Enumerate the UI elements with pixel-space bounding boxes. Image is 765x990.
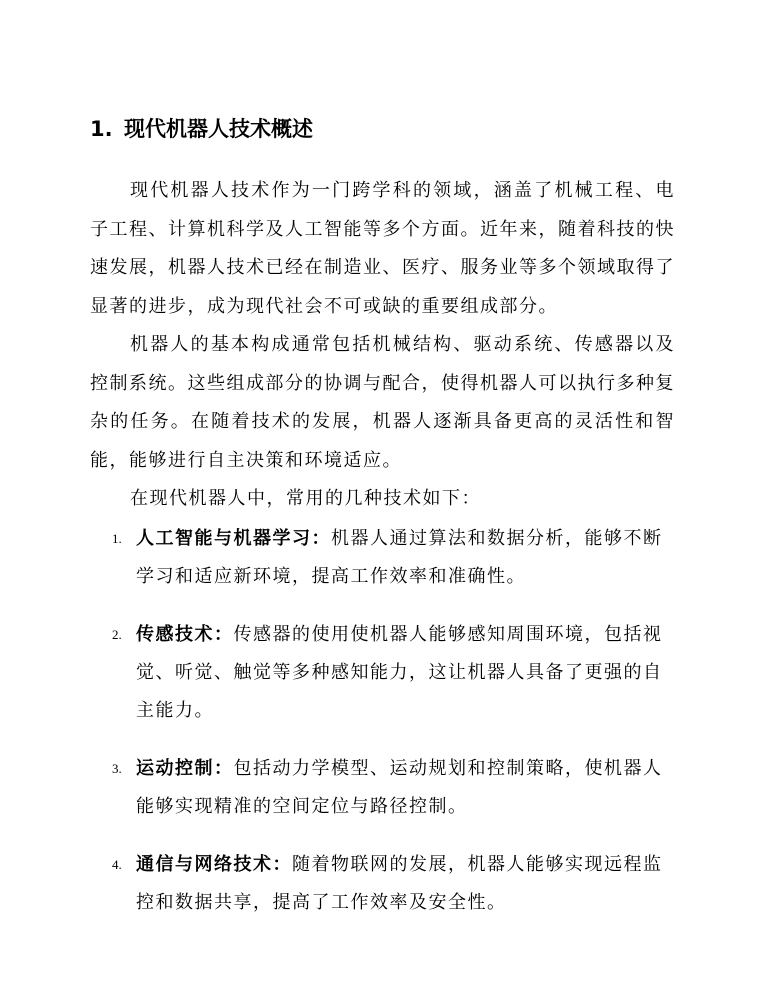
paragraph-components: 机器人的基本构成通常包括机械结构、驱动系统、传感器以及控制系统。这些组成部分的协调与配合，使得机器人可以执行多种复杂的任务。在随着技术的发展，机器人逐渐具备更高的灵活性和智能，能够进行自主决策和环境适应。 [90, 334, 675, 471]
list-item-text: 机器人通过算法和数据分析，能够不断学习和适应新环境，提高工作效率和准确性。 [136, 528, 663, 587]
technology-list [0, 520, 765, 942]
list-item-term: 通信与网络技术： [136, 854, 292, 875]
list-item-text: 传感器的使用使机器人能够感知周围环境，包括视觉、听觉、触觉等多种感知能力，这让机器人具备了更强的自主能力。 [136, 624, 663, 721]
list-item-term: 传感技术： [136, 624, 234, 645]
list-item-text: 随着物联网的发展，机器人能够实现远程监控和数据共享，提高了工作效率及安全性。 [136, 854, 663, 913]
section-number: 1. [90, 117, 113, 141]
list-item-text: 包括动力学模型、运动规划和控制策略，使机器人能够实现精准的空间定位与路径控制。 [136, 758, 663, 817]
list-marker: 2. [112, 627, 122, 642]
list-item [0, 846, 676, 922]
list-marker: 4. [112, 857, 122, 872]
list-item [0, 520, 676, 596]
list-item [0, 750, 676, 826]
section-title: 现代机器人技术概述 [124, 117, 313, 141]
list-item-term: 人工智能与机器学习： [136, 528, 331, 549]
list-marker: 3. [112, 761, 122, 776]
paragraph-intro: 现代机器人技术作为一门跨学科的领域，涵盖了机械工程、电子工程、计算机科学及人工智能等多个方面。近年来，随着科技的快速发展，机器人技术已经在制造业、医疗、服务业等多个领域取得了显著的进步，成为现代社会不可或缺的重要组成部分。 [90, 180, 675, 317]
list-marker: 1. [112, 531, 122, 546]
section-heading [90, 114, 690, 144]
list-item-term: 运动控制： [136, 758, 234, 779]
list-item [0, 616, 676, 730]
paragraph-list-lead: 在现代机器人中，常用的几种技术如下： [130, 488, 481, 509]
